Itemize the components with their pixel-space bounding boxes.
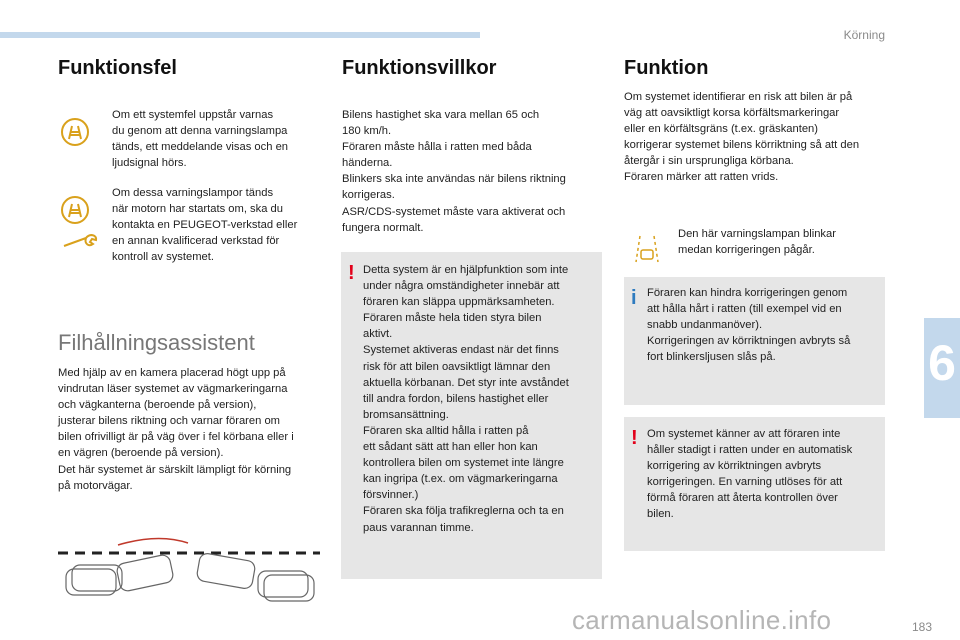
warning-text-2: Om systemet känner av att föraren inte håller stadigt i ratten under en automatisk korrigering av körriktningen avbryts korrigeringen. En varning utlöses för att förmå föraren att återta kontrollen över bilen.: [647, 428, 853, 521]
info-text: Föraren kan hindra korrigeringen genom att hålla hårt i ratten (till exempel vid en snabb undanmanöver). Korrigeringen av körriktningen avbryts så fort blinkersljusen slås på.: [647, 287, 851, 364]
page-number: 183: [911, 620, 932, 634]
fault-text-1: Om ett systemfel uppstår varnas du genom att denna varningslampa tänds, ett meddelande visas och en ljudsignal hörs.: [112, 109, 289, 170]
heading-funktionsvillkor: Funktionsvillkor: [342, 57, 497, 79]
service-wrench-icon: [60, 232, 100, 250]
conditions-text: Bilens hastighet ska vara mellan 65 och 180 km/h. Föraren måste hålla i ratten med båda händerna. Blinkers ska inte användas när bilens riktning korrigeras. ASR/CDS-systemet måste vara aktiverat och fungera normalt.: [342, 109, 566, 234]
lane-warning-icon: [60, 117, 90, 147]
exclamation-icon: !: [348, 262, 355, 284]
heading-funktion: Funktion: [624, 57, 709, 79]
lane-keeping-illustration: [58, 535, 320, 605]
assistant-description: Med hjälp av en kamera placerad högt upp på vindrutan läser systemet av vägmarkeringarna och vägkanterna (beroende på version), justerar bilens riktning och varnar föraren om bilen ofrivilligt är på väg över i fel körbana eller i en vägren (beroende på version). Det här systemet är särskilt lämpligt för körning på motorvägar.: [58, 367, 294, 492]
lane-warning-icon: [60, 195, 90, 225]
header-bar: [0, 32, 480, 38]
watermark: carmanualsonline.info: [572, 605, 832, 635]
info-icon: i: [631, 287, 637, 309]
function-text: Om systemet identifierar en risk att bilen är på väg att oavsiktligt korsa körfältsmarkeringar eller en körfältsgräns (t.ex. gräskanten) korrigerar systemet bilens körriktning så att den återgår i sin ursprungliga körbana. Föraren märker att ratten vrids.: [624, 91, 860, 184]
fault-text-2: Om dessa varningslampor tänds när motorn har startats om, ska du kontakta en PEUGEOT-verkstad eller en annan kvalificerad verkstad för kontroll av systemet.: [112, 187, 298, 264]
heading-funktionsfel: Funktionsfel: [58, 57, 177, 79]
exclamation-icon: !: [631, 427, 638, 449]
section-label: Körning: [843, 28, 885, 42]
chapter-number: 6: [928, 335, 956, 391]
lane-correction-icon: [632, 234, 662, 264]
heading-filhallningsassistent: Filhållningsassistent: [58, 330, 255, 355]
warning-text: Detta system är en hjälpfunktion som inte under några omständigheter innebär att föraren kan släppa uppmärksamheten. Föraren måste hela tiden styra bilen aktivt. Systemet aktiveras endast när det finns risk för att bilen oavsiktligt lämnar den aktuella körbanan. Det styr inte avståndet till andra fordon, bilens hastighet eller bromsansättning. Föraren ska alltid hålla i ratten på ett sådant sätt att han eller hon kan kontrollera bilen om systemet inte längre kan ingripa (t.ex. om vägmarkeringarna försvinner.) Föraren ska följa trafikreglerna och ta en paus varannan timme.: [363, 264, 569, 534]
lamp-text: Den här varningslampan blinkar medan korrigeringen pågår.: [678, 228, 836, 257]
